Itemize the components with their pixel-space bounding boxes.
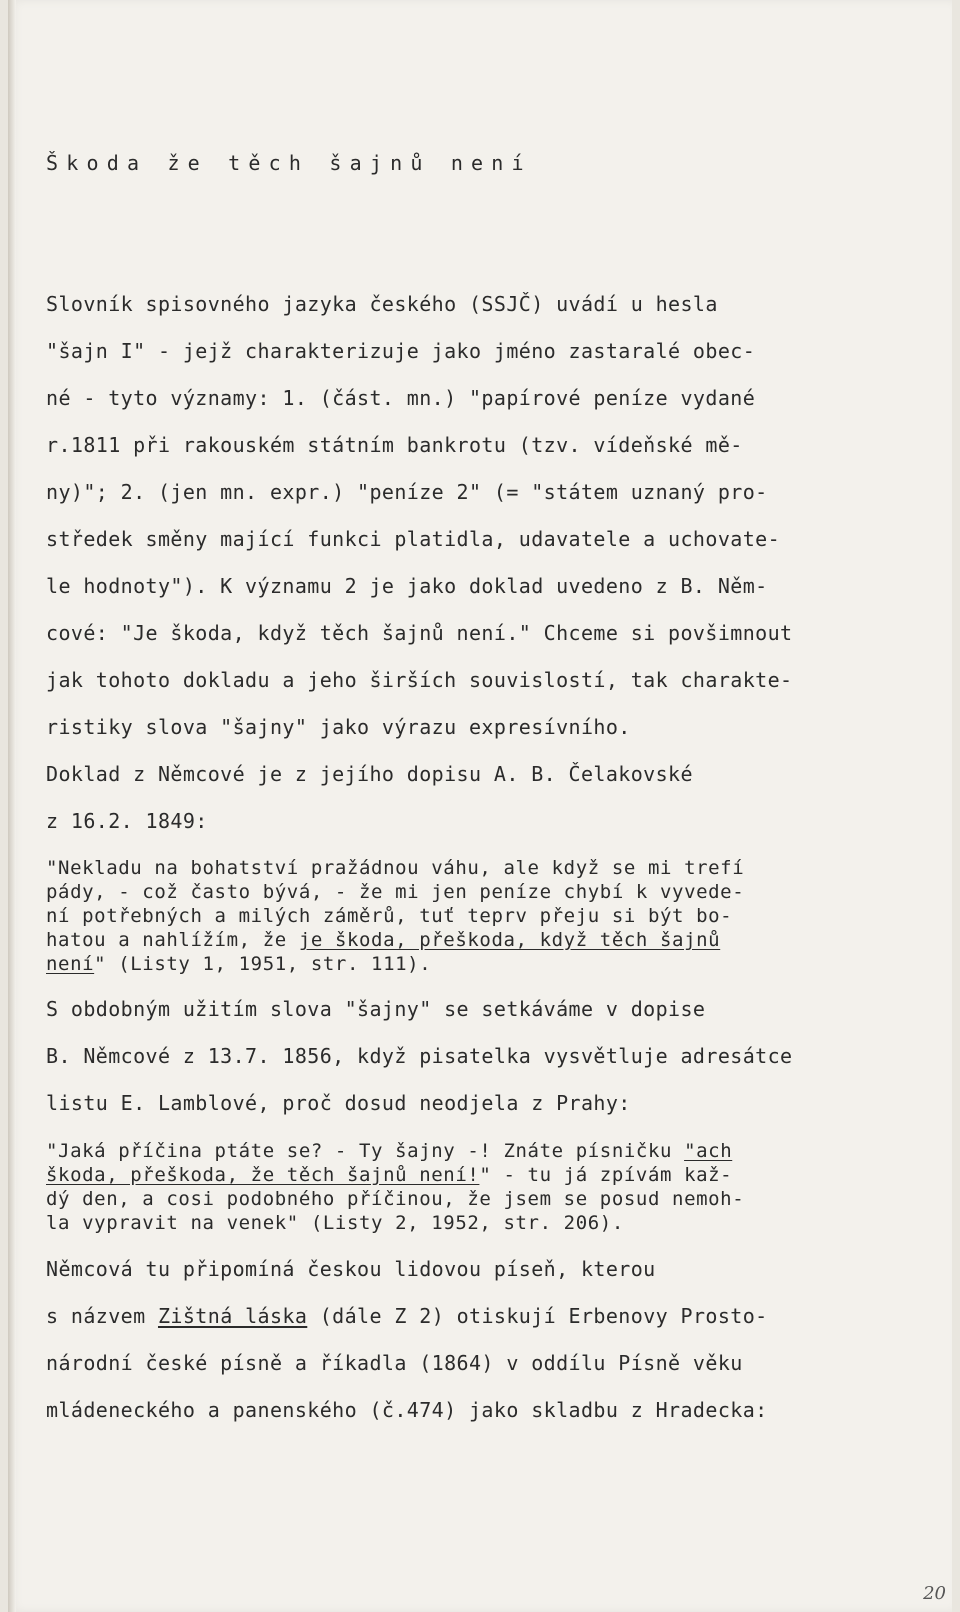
body-line: cové: "Je škoda, když těch šajnů není." Chceme si povšimnout xyxy=(46,621,793,645)
body-line: listu E. Lamblové, proč dosud neodjela z Prahy: xyxy=(46,1091,631,1115)
body-line: né - tyto významy: 1. (část. mn.) "papírové peníze vydané xyxy=(46,386,756,410)
quote-line: dý den, a cosi podobného příčinou, že jsem se posud nemoh- xyxy=(46,1188,745,1210)
body-line: "šajn I" - jejž charakterizuje jako jméno zastaralé obec- xyxy=(46,339,756,363)
body-line: Doklad z Němcové je z jejího dopisu A. B. Čelakovské xyxy=(46,762,693,786)
body-line: jak tohoto dokladu a jeho širších souvislostí, tak charakte- xyxy=(46,668,793,692)
body-line: středek směny mající funkci platidla, udavatele a uchovate- xyxy=(46,527,781,551)
body-text: s názvem xyxy=(46,1304,158,1328)
song-title: Zištná láska xyxy=(157,1304,308,1328)
body-line: z 16.2. 1849: xyxy=(46,809,208,833)
document-page xyxy=(8,0,952,1612)
body-line: r.1811 při rakouském státním bankrotu (tzv. vídeňské mě- xyxy=(46,433,743,457)
body-text: (dále Z 2) otiskují Erbenovy Prosto- xyxy=(307,1304,768,1328)
body-line: Slovník spisovného jazyka českého (SSJČ) uvádí u hesla xyxy=(46,292,718,316)
quote-text: "Jaká příčina ptáte se? - Ty šajny -! Znáte písničku xyxy=(46,1140,685,1162)
quote-line xyxy=(46,953,431,975)
quote-line: "Nekladu na bohatství pražádnou váhu, ale když se mi trefí xyxy=(46,857,745,879)
page-number: 20 xyxy=(923,1583,946,1604)
quote-text: " (Listy 1, 1951, str. 111). xyxy=(94,953,432,975)
quote-line xyxy=(46,929,720,951)
quote-line xyxy=(46,1164,732,1186)
quote-underlined-text: je škoda, přeškoda, když těch šajnů xyxy=(298,929,721,951)
body-line: S obdobným užitím slova "šajny" se setkáváme v dopise xyxy=(46,997,706,1021)
body-line: le hodnoty"). K významu 2 je jako doklad uvedeno z B. Něm- xyxy=(46,574,768,598)
quote-line: pády, - což často bývá, - že mi jen peníze chybí k vyvede- xyxy=(46,881,745,903)
quote-underlined-text: škoda, přeškoda, že těch šajnů není! xyxy=(46,1164,480,1186)
quote-text: hatou a nahlížím, že xyxy=(46,929,299,951)
body-line: národní české písně a říkadla (1864) v oddílu Písně věku xyxy=(46,1351,743,1375)
body-line: ny)"; 2. (jen mn. expr.) "peníze 2" (= "státem uznaný pro- xyxy=(46,480,768,504)
document-title: Škoda že těch šajnů není xyxy=(46,151,532,175)
quote-line: la vypravit na venek" (Listy 2, 1952, str. 206). xyxy=(46,1212,624,1234)
body-line xyxy=(46,1304,768,1328)
body-line: mládeneckého a panenského (č.474) jako skladbu z Hradecka: xyxy=(46,1398,768,1422)
body-line: ristiky slova "šajny" jako výrazu expresívního. xyxy=(46,715,631,739)
quote-underlined-text: není xyxy=(46,953,95,975)
body-line: Němcová tu připomíná českou lidovou píseň, kterou xyxy=(46,1257,656,1281)
quote-line xyxy=(46,1140,732,1162)
quote-underlined-text: "ach xyxy=(684,1140,733,1162)
body-line: B. Němcové z 13.7. 1856, když pisatelka vysvětluje adresátce xyxy=(46,1044,793,1068)
quote-line: ní potřebných a milých záměrů, tuť teprv přeju si být bo- xyxy=(46,905,733,927)
quote-text: " - tu já zpívám kaž- xyxy=(479,1164,733,1186)
page-edge-shadow xyxy=(8,0,16,1612)
